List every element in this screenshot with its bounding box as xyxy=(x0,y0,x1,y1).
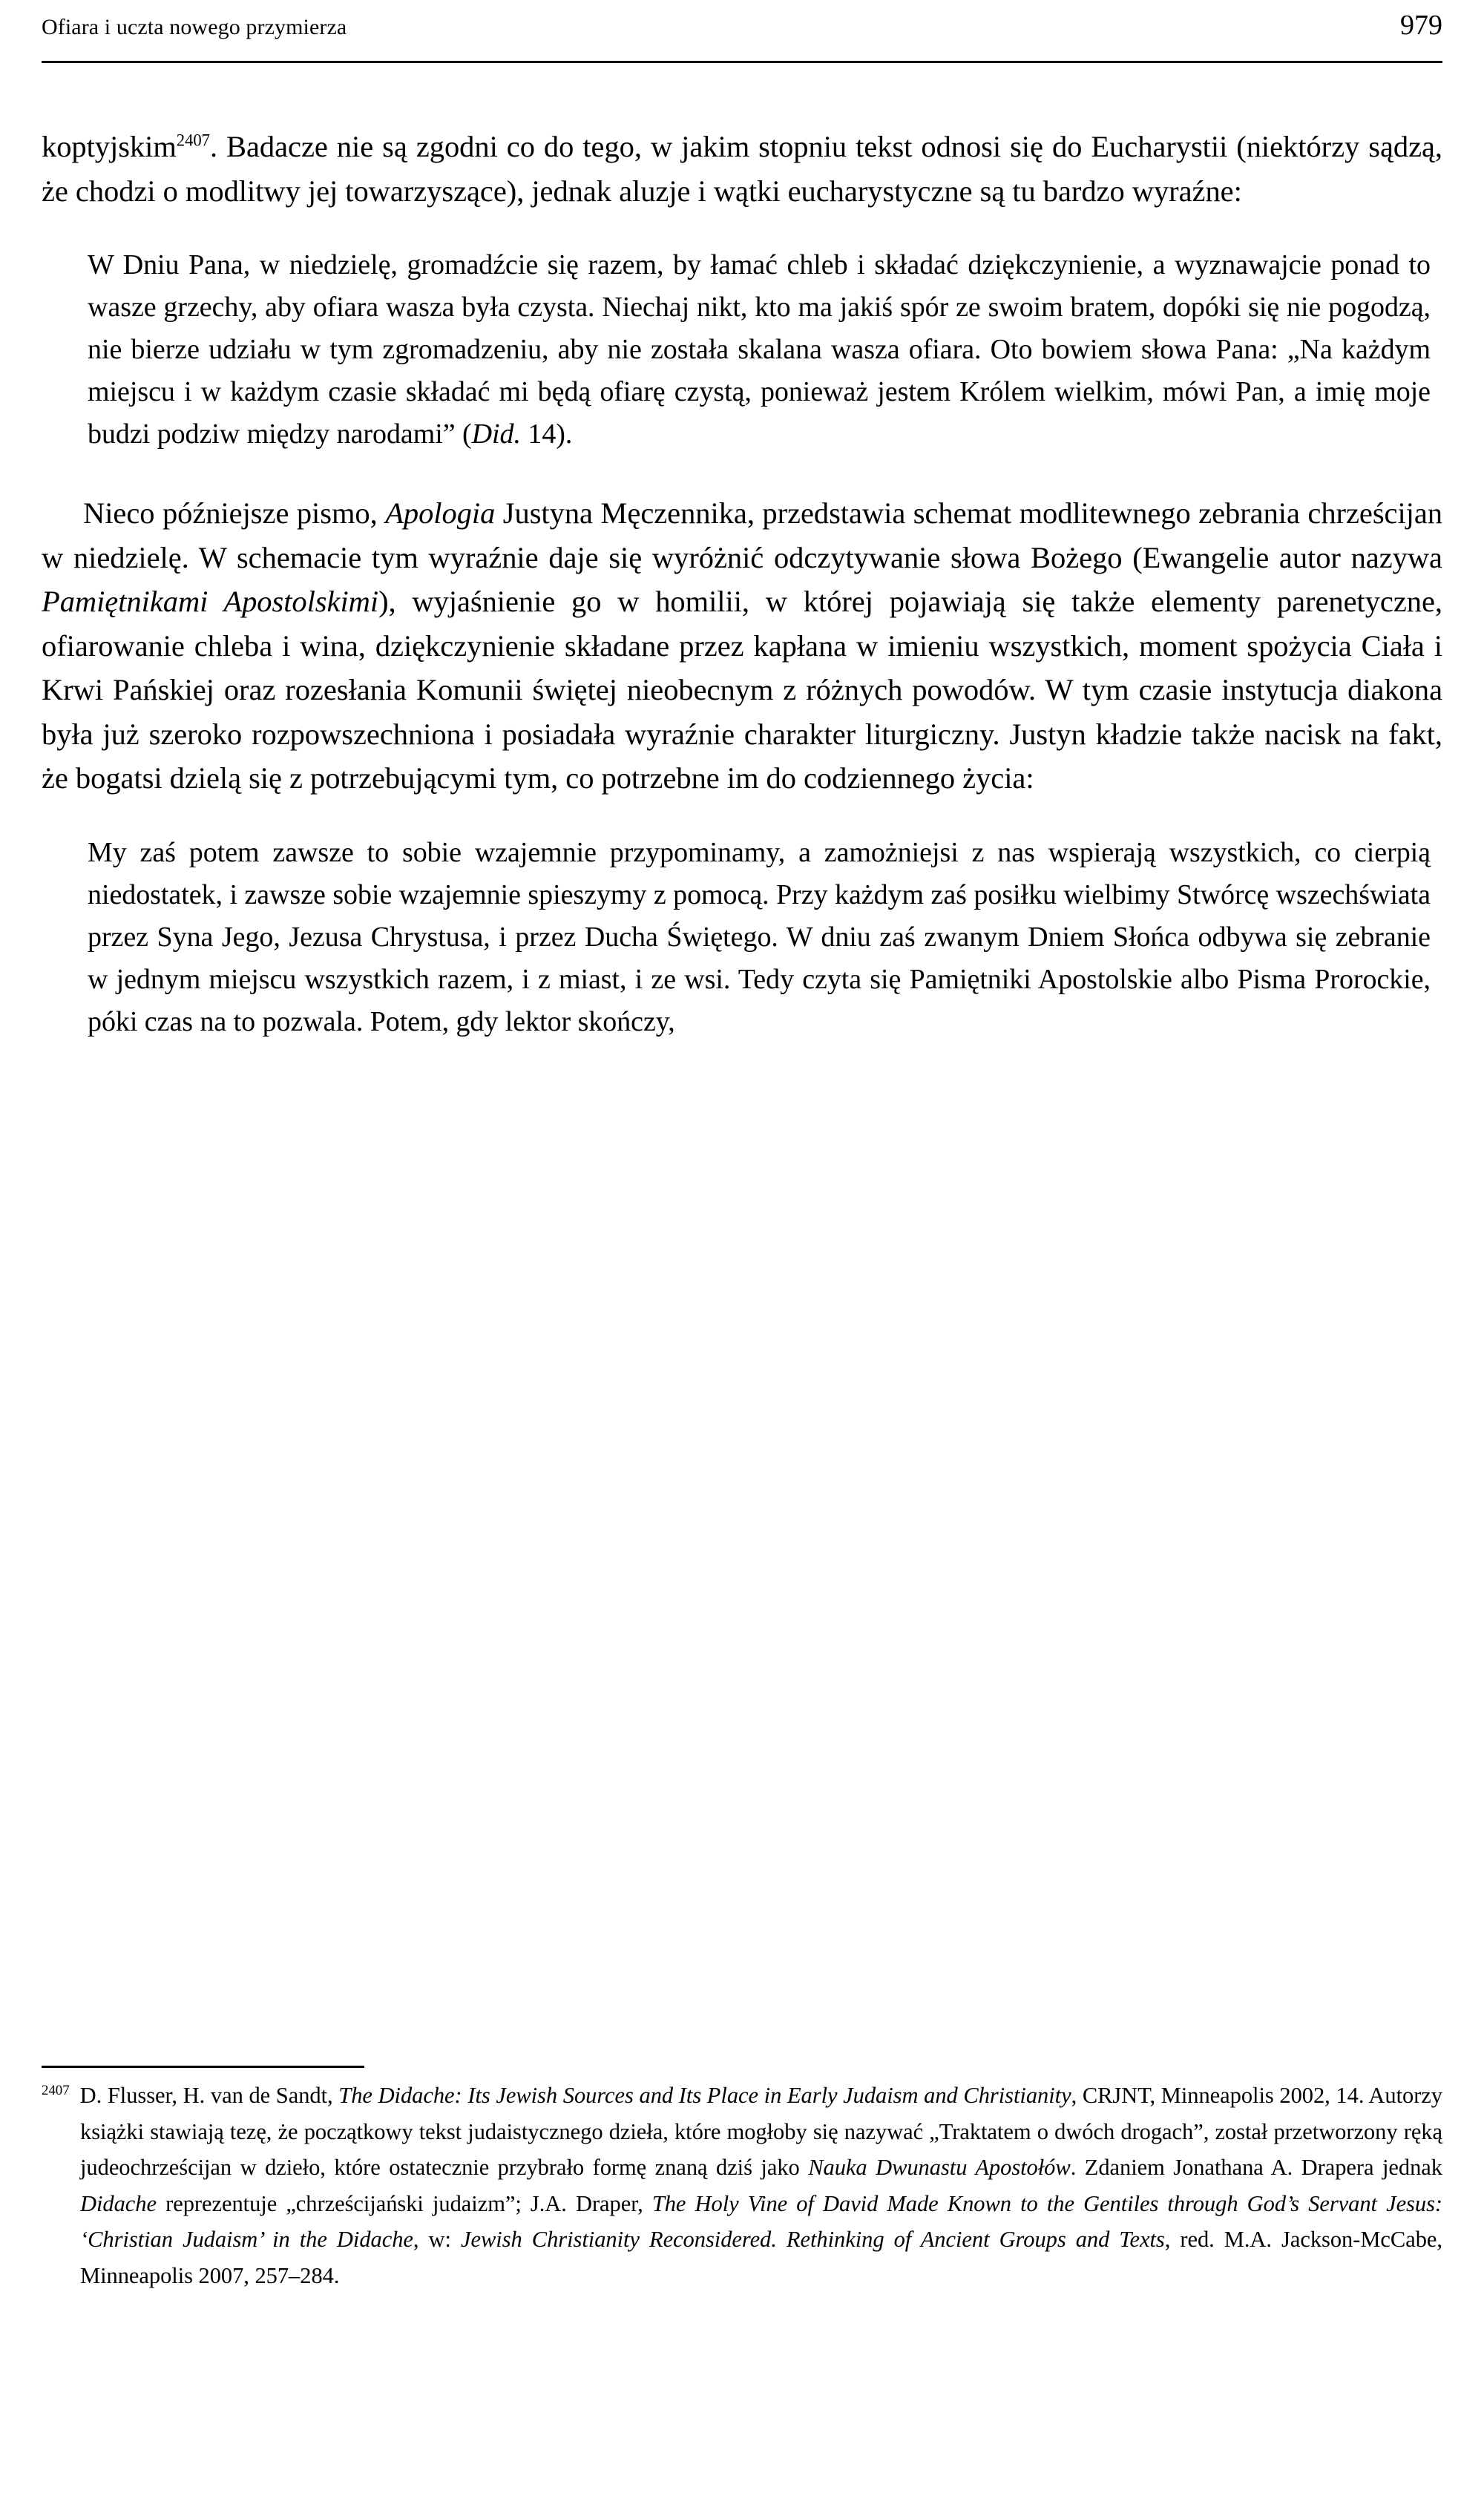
header-rule xyxy=(42,61,1442,63)
fn-seg1: D. Flusser, H. van de Sandt, xyxy=(79,2083,339,2108)
fn-seg4: reprezentuje „chrześcijański judaizm”; J.A. Draper, xyxy=(156,2190,652,2216)
quote2-body: My zaś potem zawsze to sobie wzajemnie przypominamy, a zamożniejsi z nas wspierają wszystkich, co cierpią niedostatek, i zawsze sobie wzajemnie spieszymy z pomocą. Przy każdym zaś posiłku wielbimy Stwórcę wszechświata przez Syna Jego, Jezusa Chrystusa, i przez Ducha Świętego. W dniu zaś zwanym Dniem Słońca odbywa się zebranie w jednym miejscu wszystkich razem, i z miast, i ze wsi. Tedy czyta się Pamiętniki Apostolskie albo Pisma Prorockie, póki czas na to pozwala. Potem, gdy lektor skończy, xyxy=(88,836,1431,1037)
work-title-pamietnikami-apostolskimi: Pamiętnikami Apostolskimi xyxy=(42,585,379,618)
fn-seg5: , w: xyxy=(413,2227,462,2252)
running-head-title: Ofiara i uczta nowego przymierza xyxy=(42,15,347,39)
paragraph-justin-apology xyxy=(42,491,1442,801)
par2-seg1: Nieco późniejsze pismo, xyxy=(83,496,386,530)
work-title-apologia: Apologia xyxy=(385,496,496,530)
fn-title-jewish-christianity-reconsidered: Jewish Christianity Reconsidered. Rethinking of Ancient Groups and Texts xyxy=(461,2227,1165,2252)
paragraph-continuation xyxy=(42,125,1442,213)
quote-citation-rest: 14). xyxy=(520,418,573,450)
par2-seg2: Justyna Męczennika, przedstawia schemat modlitewnego zebrania chrześcijan w niedzielę. W schemacie tym wyraźnie daje się wyróżnić odczytywanie słowa Bożego (Ewangelie autor nazywa xyxy=(42,496,1442,574)
text-column xyxy=(42,125,1442,1043)
paragraph-lead-rest: . Badacze nie są zgodni co do tego, w jakim stopniu tekst odnosi się do Eucharystii (niektórzy sądzą, że chodzi o modlitwy jej towarzyszące), jednak aluzje i wątki eucharystyczne są tu bardzo wyraźne: xyxy=(42,130,1442,208)
footnote-2407 xyxy=(42,2078,1442,2293)
fn-seg2: , CRJNT, Minneapolis 2002, 14. Autorzy książki stawiają tezę, że początkowy tekst judaistycznego dzieła, które mogłoby się nazywać „Traktatem o dwóch drogach”, został przetworzony ręką judeochrześcijan w dzieło, które ostatecznie przybrało formę znaną dziś jako xyxy=(80,2083,1442,2180)
quote-body: W Dniu Pana, w niedzielę, gromadźcie się razem, by łamać chleb i składać dziękczynienie, a wyznawajcie ponad to wasze grzechy, aby ofiara wasza była czysta. Niechaj nikt, kto ma jakiś spór ze swoim bratem, dopóki się nie pogodzą, nie bierze udziału w tym zgromadzeniu, aby nie została skalana wasza ofiara. Oto bowiem słowa Pana: „Na każdym miejscu i w każdym czasie składać mi będą ofiarę czystą, ponieważ jestem Królem wielkim, mówi Pan, a imię moje budzi podziw między narodami” ( xyxy=(88,249,1431,450)
block-quote-justin xyxy=(88,832,1431,1043)
quote-citation-title: Did. xyxy=(471,418,521,450)
paragraph-lead-word: koptyjskim xyxy=(42,130,177,163)
footnote-block xyxy=(42,2078,1442,2293)
footnote-reference-2407[interactable]: 2407 xyxy=(176,131,210,150)
running-head xyxy=(42,10,1442,56)
block-quote-didache xyxy=(88,244,1431,456)
fn-title-didache-book: The Didache: Its Jewish Sources and Its Place in Early Judaism and Christianity xyxy=(338,2083,1071,2108)
fn-title-didache: Didache xyxy=(80,2190,157,2216)
footnote-separator-rule xyxy=(42,2066,364,2068)
fn-title-nauka-dwunastu-apostolow: Nauka Dwunastu Apostołów xyxy=(808,2155,1071,2180)
footnote-number: 2407 xyxy=(42,2082,70,2098)
par2-seg3: ), wyjaśnienie go w homilii, w której pojawiają się także elementy parenetyczne, ofiarowanie chleba i wina, dziękczynienie składane przez kapłana w imieniu wszystkich, moment spożycia Ciała i Krwi Pańskiej oraz rozesłania Komunii świętej nieobecnym z różnych powodów. W tym czasie instytucja diakona była już szeroko rozpowszechniona i posiadała wyraźnie charakter liturgiczny. Justyn kładzie także nacisk na fakt, że bogatsi dzielą się z potrzebującymi tym, co potrzebne im do codziennego życia: xyxy=(42,585,1442,795)
fn-seg3: . Zdaniem Jonathana A. Drapera jednak xyxy=(1070,2155,1442,2180)
page-number: 979 xyxy=(1400,10,1442,41)
fn-title-holy-vine: The Holy Vine of David Made Known to the Gentiles through God’s Servant Jesus: ‘Christian Judaism’ in the Didache xyxy=(80,2190,1442,2252)
fn-seg6: , red. M.A. Jackson-McCabe, Minneapolis 2007, 257–284. xyxy=(80,2227,1442,2288)
